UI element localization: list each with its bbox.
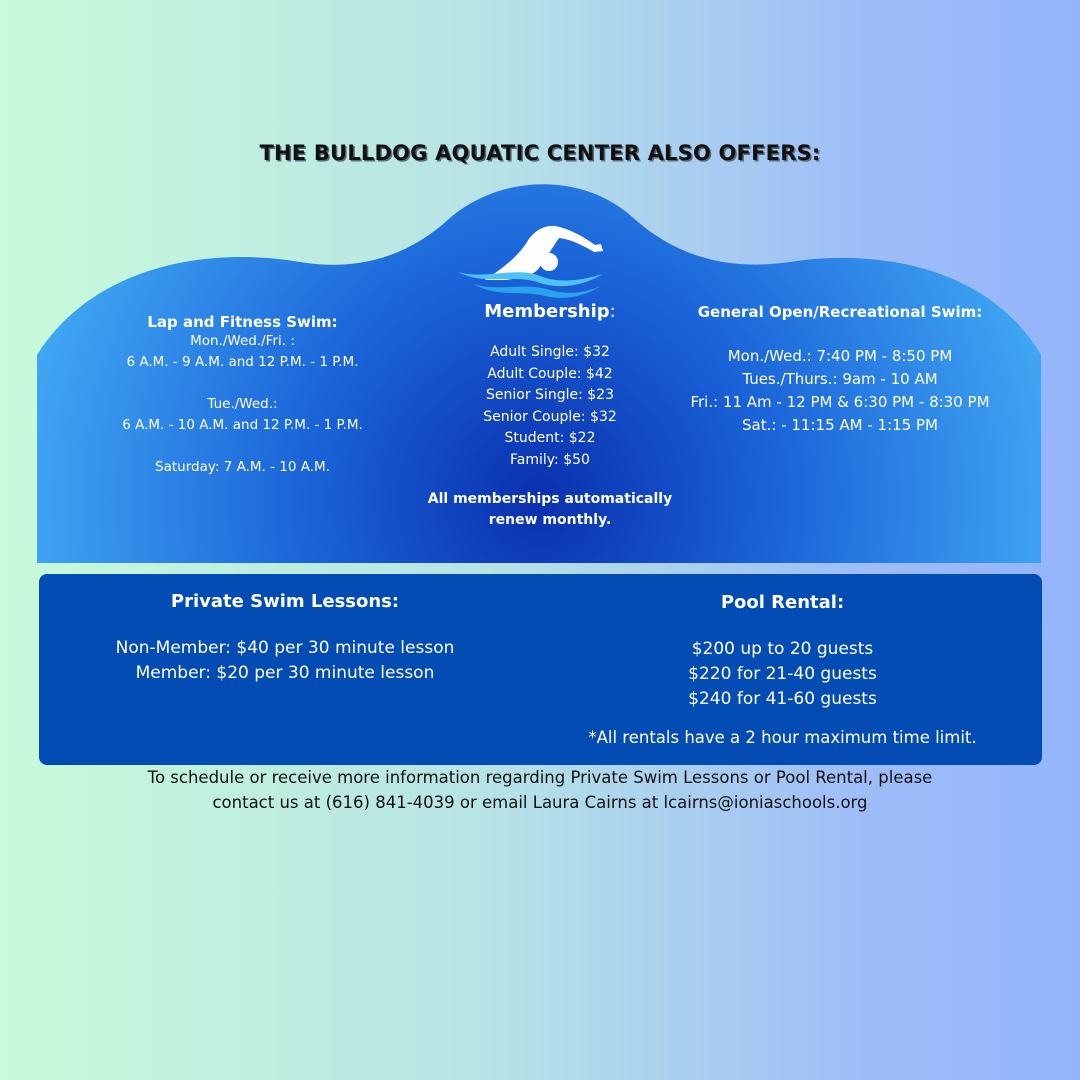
lap-swim-line: 6 A.M. - 10 A.M. and 12 P.M. - 1 P.M.: [122, 417, 363, 433]
open-swim-line: Sat.: - 11:15 AM - 1:15 PM: [742, 416, 938, 434]
page-title: THE BULLDOG AQUATIC CENTER ALSO OFFERS:: [259, 141, 821, 165]
lap-swim-heading: Lap and Fitness Swim:: [147, 313, 338, 331]
lessons-heading: Private Swim Lessons:: [170, 591, 400, 612]
membership-section: [420, 301, 680, 531]
rental-heading: Pool Rental:: [720, 592, 845, 613]
open-swim-line: Mon./Wed.: 7:40 PM - 8:50 PM: [727, 347, 953, 365]
rental-price: $220 for 21-40 guests: [688, 664, 877, 684]
membership-price: Family: $50: [510, 451, 590, 468]
open-swim-list: [680, 345, 1000, 437]
lap-fitness-swim-section: [70, 313, 415, 478]
membership-note-line: All memberships automatically: [427, 490, 673, 507]
pool-rental-section: [600, 592, 965, 712]
lessons-list: [90, 636, 480, 686]
open-swim-line: Fri.: 11 Am - 12 PM & 6:30 PM - 8:30 PM: [690, 393, 990, 411]
membership-price: Senior Single: $23: [486, 387, 614, 404]
contact-line: contact us at (616) 841-4039 or email Laura Cairns at lcairns@ioniaschools.org: [212, 793, 868, 812]
contact-info: [90, 765, 990, 815]
lap-swim-line: Tue./Wed.:: [207, 396, 278, 412]
membership-price: Student: $22: [504, 430, 596, 447]
membership-price: Adult Single: $32: [490, 344, 610, 360]
lesson-price: Member: $20 per 30 minute lesson: [135, 663, 435, 683]
rental-price: $240 for 41-60 guests: [688, 689, 877, 709]
contact-line: To schedule or receive more information regarding Private Swim Lessons or Pool Rental, please: [147, 768, 933, 787]
lap-swim-line: 6 A.M. - 9 A.M. and 12 P.M. - 1 P.M.: [126, 354, 359, 370]
open-swim-line: Tues./Thurs.: 9am - 10 AM: [742, 370, 938, 388]
rental-price: $200 up to 20 guests: [691, 639, 874, 659]
open-swim-section: [680, 303, 1000, 437]
rental-list: [600, 637, 965, 712]
membership-price-list: [420, 342, 680, 472]
swimmer-icon: [455, 220, 605, 298]
open-swim-heading: General Open/Recreational Swim:: [697, 303, 983, 321]
membership-note-line: renew monthly.: [488, 511, 612, 528]
membership-heading-text: Membership: [484, 301, 610, 322]
membership-heading: [420, 301, 680, 322]
membership-price: Senior Couple: $32: [483, 408, 617, 425]
membership-renew-note: [420, 489, 680, 531]
rental-time-limit-note: *All rentals have a 2 hour maximum time limit.: [588, 728, 977, 747]
lesson-price: Non-Member: $40 per 30 minute lesson: [115, 638, 455, 658]
lap-swim-line: Mon./Wed./Fri. :: [190, 333, 295, 349]
lap-swim-line: Saturday: 7 A.M. - 10 A.M.: [155, 459, 330, 475]
membership-heading-colon: :: [609, 301, 616, 322]
membership-price: Adult Couple: $42: [487, 365, 613, 382]
private-lessons-section: [90, 591, 480, 686]
